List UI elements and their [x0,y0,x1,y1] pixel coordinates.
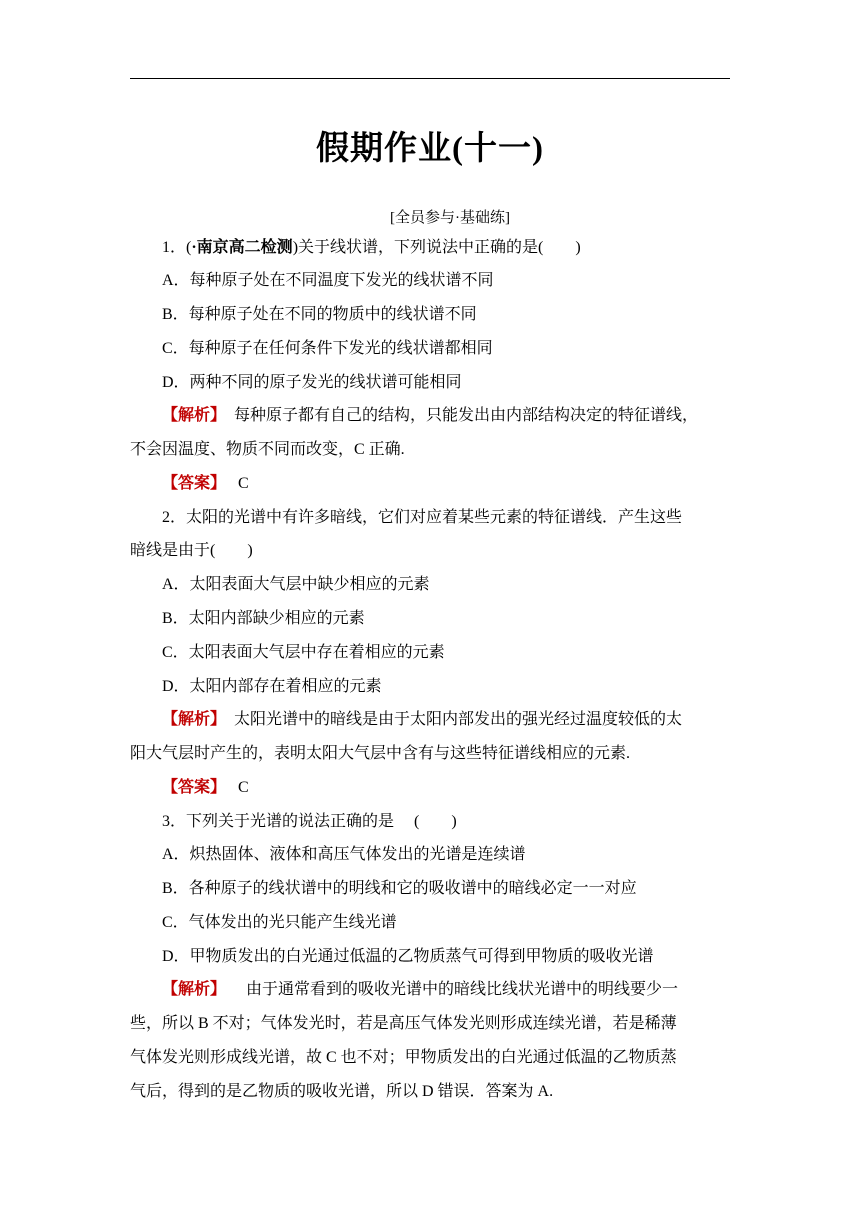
answer-value: C [238,779,249,796]
question-2-option-a: A．太阳表面大气层中缺少相应的元素 [162,576,430,593]
analysis-tag: 【解析】 [162,407,227,424]
question-3-stem: 3．下列关于光谱的说法正确的是 ( ) [162,813,457,830]
header-rule [130,78,730,79]
question-3-analysis-line-1 [162,980,678,1000]
question-1-analysis-line-1 [162,406,698,426]
question-1-analysis-line-2: 不会因温度、物质不同而改变，C 正确. [130,441,405,458]
answer-tag: 【答案】 [162,475,227,492]
question-3-analysis-line-3: 气体发光则形成线光谱，故 C 也不对；甲物质发出的白光通过低温的乙物质蒸 [130,1049,677,1066]
analysis-text: 每种原子都有自己的结构，只能发出由内部结构决定的特征谱线， [234,407,699,424]
question-2-stem-line-1: 2．太阳的光谱中有许多暗线，它们对应着某些元素的特征谱线．产生这些 [162,509,683,526]
section-heading: [全员参与·基础练] [390,210,510,226]
question-1-option-b: B．每种原子处在不同的物质中的线状谱不同 [162,306,477,323]
analysis-tag: 【解析】 [162,981,227,998]
question-2-option-d: D．太阳内部存在着相应的元素 [162,678,382,695]
question-1-option-c: C．每种原子在任何条件下发光的线状谱都相同 [162,340,493,357]
question-2-answer [162,778,249,798]
question-3-analysis-line-4: 气后，得到的是乙物质的吸收光谱，所以 D 错误．答案为 A. [130,1083,554,1100]
question-3-option-c: C．气体发出的光只能产生线光谱 [162,914,397,931]
question-1-text: )关于线状谱，下列说法中正确的是( ) [292,239,581,256]
question-1-stem [162,238,581,258]
analysis-text: 太阳光谱中的暗线是由于太阳内部发出的强光经过温度较低的太 [234,711,683,728]
question-2-stem-line-2: 暗线是由于( ) [130,542,253,559]
question-2-option-c: C．太阳表面大气层中存在着相应的元素 [162,644,445,661]
question-1-number: 1．( [162,239,192,256]
question-3-analysis-line-2: 些，所以 B 不对；气体发光时，若是高压气体发光则形成连续光谱，若是稀薄 [130,1015,677,1032]
page-title: 假期作业(十一) [316,131,544,167]
question-1-source: ·南京高二检测 [191,239,293,256]
question-2-analysis-line-2: 阳大气层时产生的，表明太阳大气层中含有与这些特征谱线相应的元素. [130,745,631,762]
question-3-option-b: B．各种原子的线状谱中的明线和它的吸收谱中的暗线必定一一对应 [162,880,637,897]
question-1-option-a: A．每种原子处在不同温度下发光的线状谱不同 [162,272,494,289]
answer-tag: 【答案】 [162,779,227,796]
question-1-answer [162,474,249,494]
analysis-text: 由于通常看到的吸收光谱中的暗线比线状光谱中的明线要少一 [246,981,679,998]
question-2-option-b: B．太阳内部缺少相应的元素 [162,610,365,627]
answer-value: C [238,475,249,492]
question-3-option-d: D．甲物质发出的白光通过低温的乙物质蒸气可得到甲物质的吸收光谱 [162,948,654,965]
analysis-tag: 【解析】 [162,711,227,728]
question-3-option-a: A．炽热固体、液体和高压气体发出的光谱是连续谱 [162,846,526,863]
question-1-option-d: D．两种不同的原子发光的线状谱可能相同 [162,374,462,391]
question-2-analysis-line-1 [162,710,682,730]
